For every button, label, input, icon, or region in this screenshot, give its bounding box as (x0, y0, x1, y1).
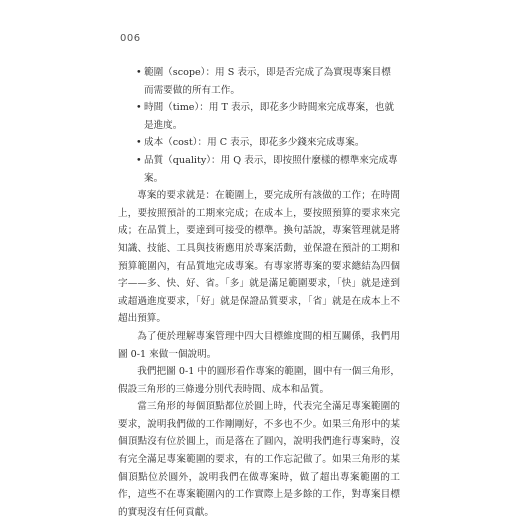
bullet-text: 品質（quality）：用 Q 表示，即按照什麼樣的標準來完成專案。 (144, 154, 398, 184)
paragraph: 專案的要求就是：在範圍上，要完成所有該做的工作；在時間上，要按照預計的工期來完成；在成本上，要按照預算的要求來完成；在品質上，要達到可接受的標準。換句話說，專案管理就是將知識、技能、工具與技術應用於專案活動，並保證在預計的工期和預算範圍內，有品質地完成專案。有專家將專案的要求總結為四個字——多、快、好、省。「多」就是滿足範圍要求，「快」就是達到或超過進度要求，「好」就是保證品質要求，「省」就是在成本上不超出預算。 (118, 190, 400, 325)
bullet-icon: • (136, 102, 142, 114)
list-item (118, 134, 400, 152)
bullet-icon: • (136, 137, 142, 149)
page-number: 006 (120, 33, 141, 44)
bullet-text: 範圍（scope）：用 S 表示，即是否完成了為實現專案目標而需要做的所有工作。 (144, 67, 391, 96)
list-item (118, 64, 400, 99)
bullet-text: 時間（time）：用 T 表示，即花多少時間來完成專案，也就是進度。 (144, 102, 395, 131)
list-item (118, 99, 400, 134)
bullet-icon: • (136, 154, 142, 166)
paragraph: 為了便於理解專案管理中四大目標維度間的相互關係，我們用圖 0-1 來做一個說明。 (118, 330, 400, 360)
bullet-text: 成本（cost）：用 C 表示，即花多少錢來完成專案。 (144, 137, 365, 149)
bullet-icon: • (136, 67, 142, 78)
paragraph: 當三角形的每個頂點都位於圓上時，代表完全滿足專案範圍的要求，說明我們做的工作剛剛好，不多也不少。如果三角形中的某個頂點沒有位於圓上，而是落在了圓內，說明我們進行專案時，沒有完全滿足專案範圍的要求，有的工作忘記做了。如果三角形的某個頂點位於圓外，說明我們在做專案時，做了超出專案範圍的工作，這些不在專案範圍內的工作實際上是多餘的工作，對專案目標的實現沒有任何貢獻。 (118, 401, 400, 518)
bullet-list (118, 64, 400, 187)
paragraph: 我們把圖 0-1 中的圓形看作專案的範圍，圓中有一個三角形，假設三角形的三條邊分別代表時間、成本和品質。 (118, 366, 400, 395)
list-item (118, 152, 400, 187)
page-body (118, 64, 400, 521)
